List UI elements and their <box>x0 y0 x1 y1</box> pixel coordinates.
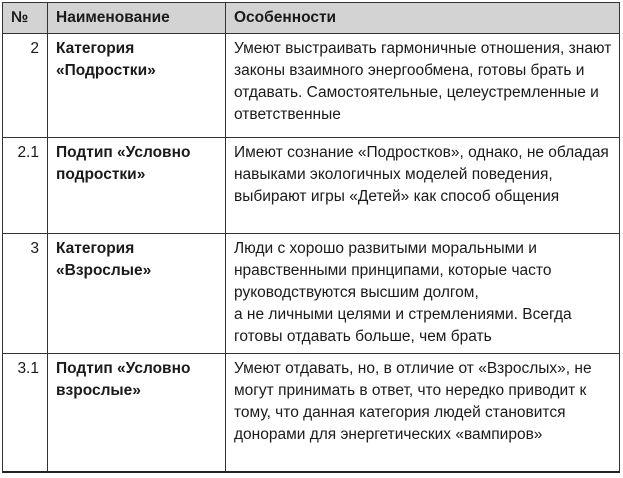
row-number: 3 <box>3 234 48 354</box>
header-name: Наименование <box>48 3 226 34</box>
row-name: Категория «Подростки» <box>48 34 226 138</box>
table-header-row <box>3 3 620 34</box>
row-features: Имеют сознание «Подростков», однако, не обладая навыками экологичных моделей поведения, выбирают игры «Детей» как способ общения <box>226 138 620 234</box>
table-row <box>3 354 620 472</box>
row-number: 2.1 <box>3 138 48 234</box>
row-name: Категория «Взрослые» <box>48 234 226 354</box>
row-name: Подтип «Условно подростки» <box>48 138 226 234</box>
row-name: Подтип «Условно взрослые» <box>48 354 226 472</box>
table-row <box>3 138 620 234</box>
header-features: Особенности <box>226 3 620 34</box>
row-features: Люди с хорошо развитыми моральными и нравственными принципами, которые часто руководствуются высшим долгом, а не личными целями и стремлениями. Всегда готовы отдавать больше, чем брать <box>226 234 620 354</box>
row-number: 3.1 <box>3 354 48 472</box>
table-row <box>3 34 620 138</box>
categories-table <box>2 2 620 473</box>
row-number: 2 <box>3 34 48 138</box>
row-features: Умеют отдавать, но, в отличие от «Взрослых», не могут принимать в ответ, что нередко приводит к тому, что данная категория людей становится донорами для энергетических «вампиров» <box>226 354 620 472</box>
table-row <box>3 234 620 354</box>
row-features: Умеют выстраивать гармоничные отношения, знают законы взаимного энергообмена, готовы брать и отдавать. Самостоятельные, целеустремленные и ответственные <box>226 34 620 138</box>
header-number: № <box>3 3 48 34</box>
